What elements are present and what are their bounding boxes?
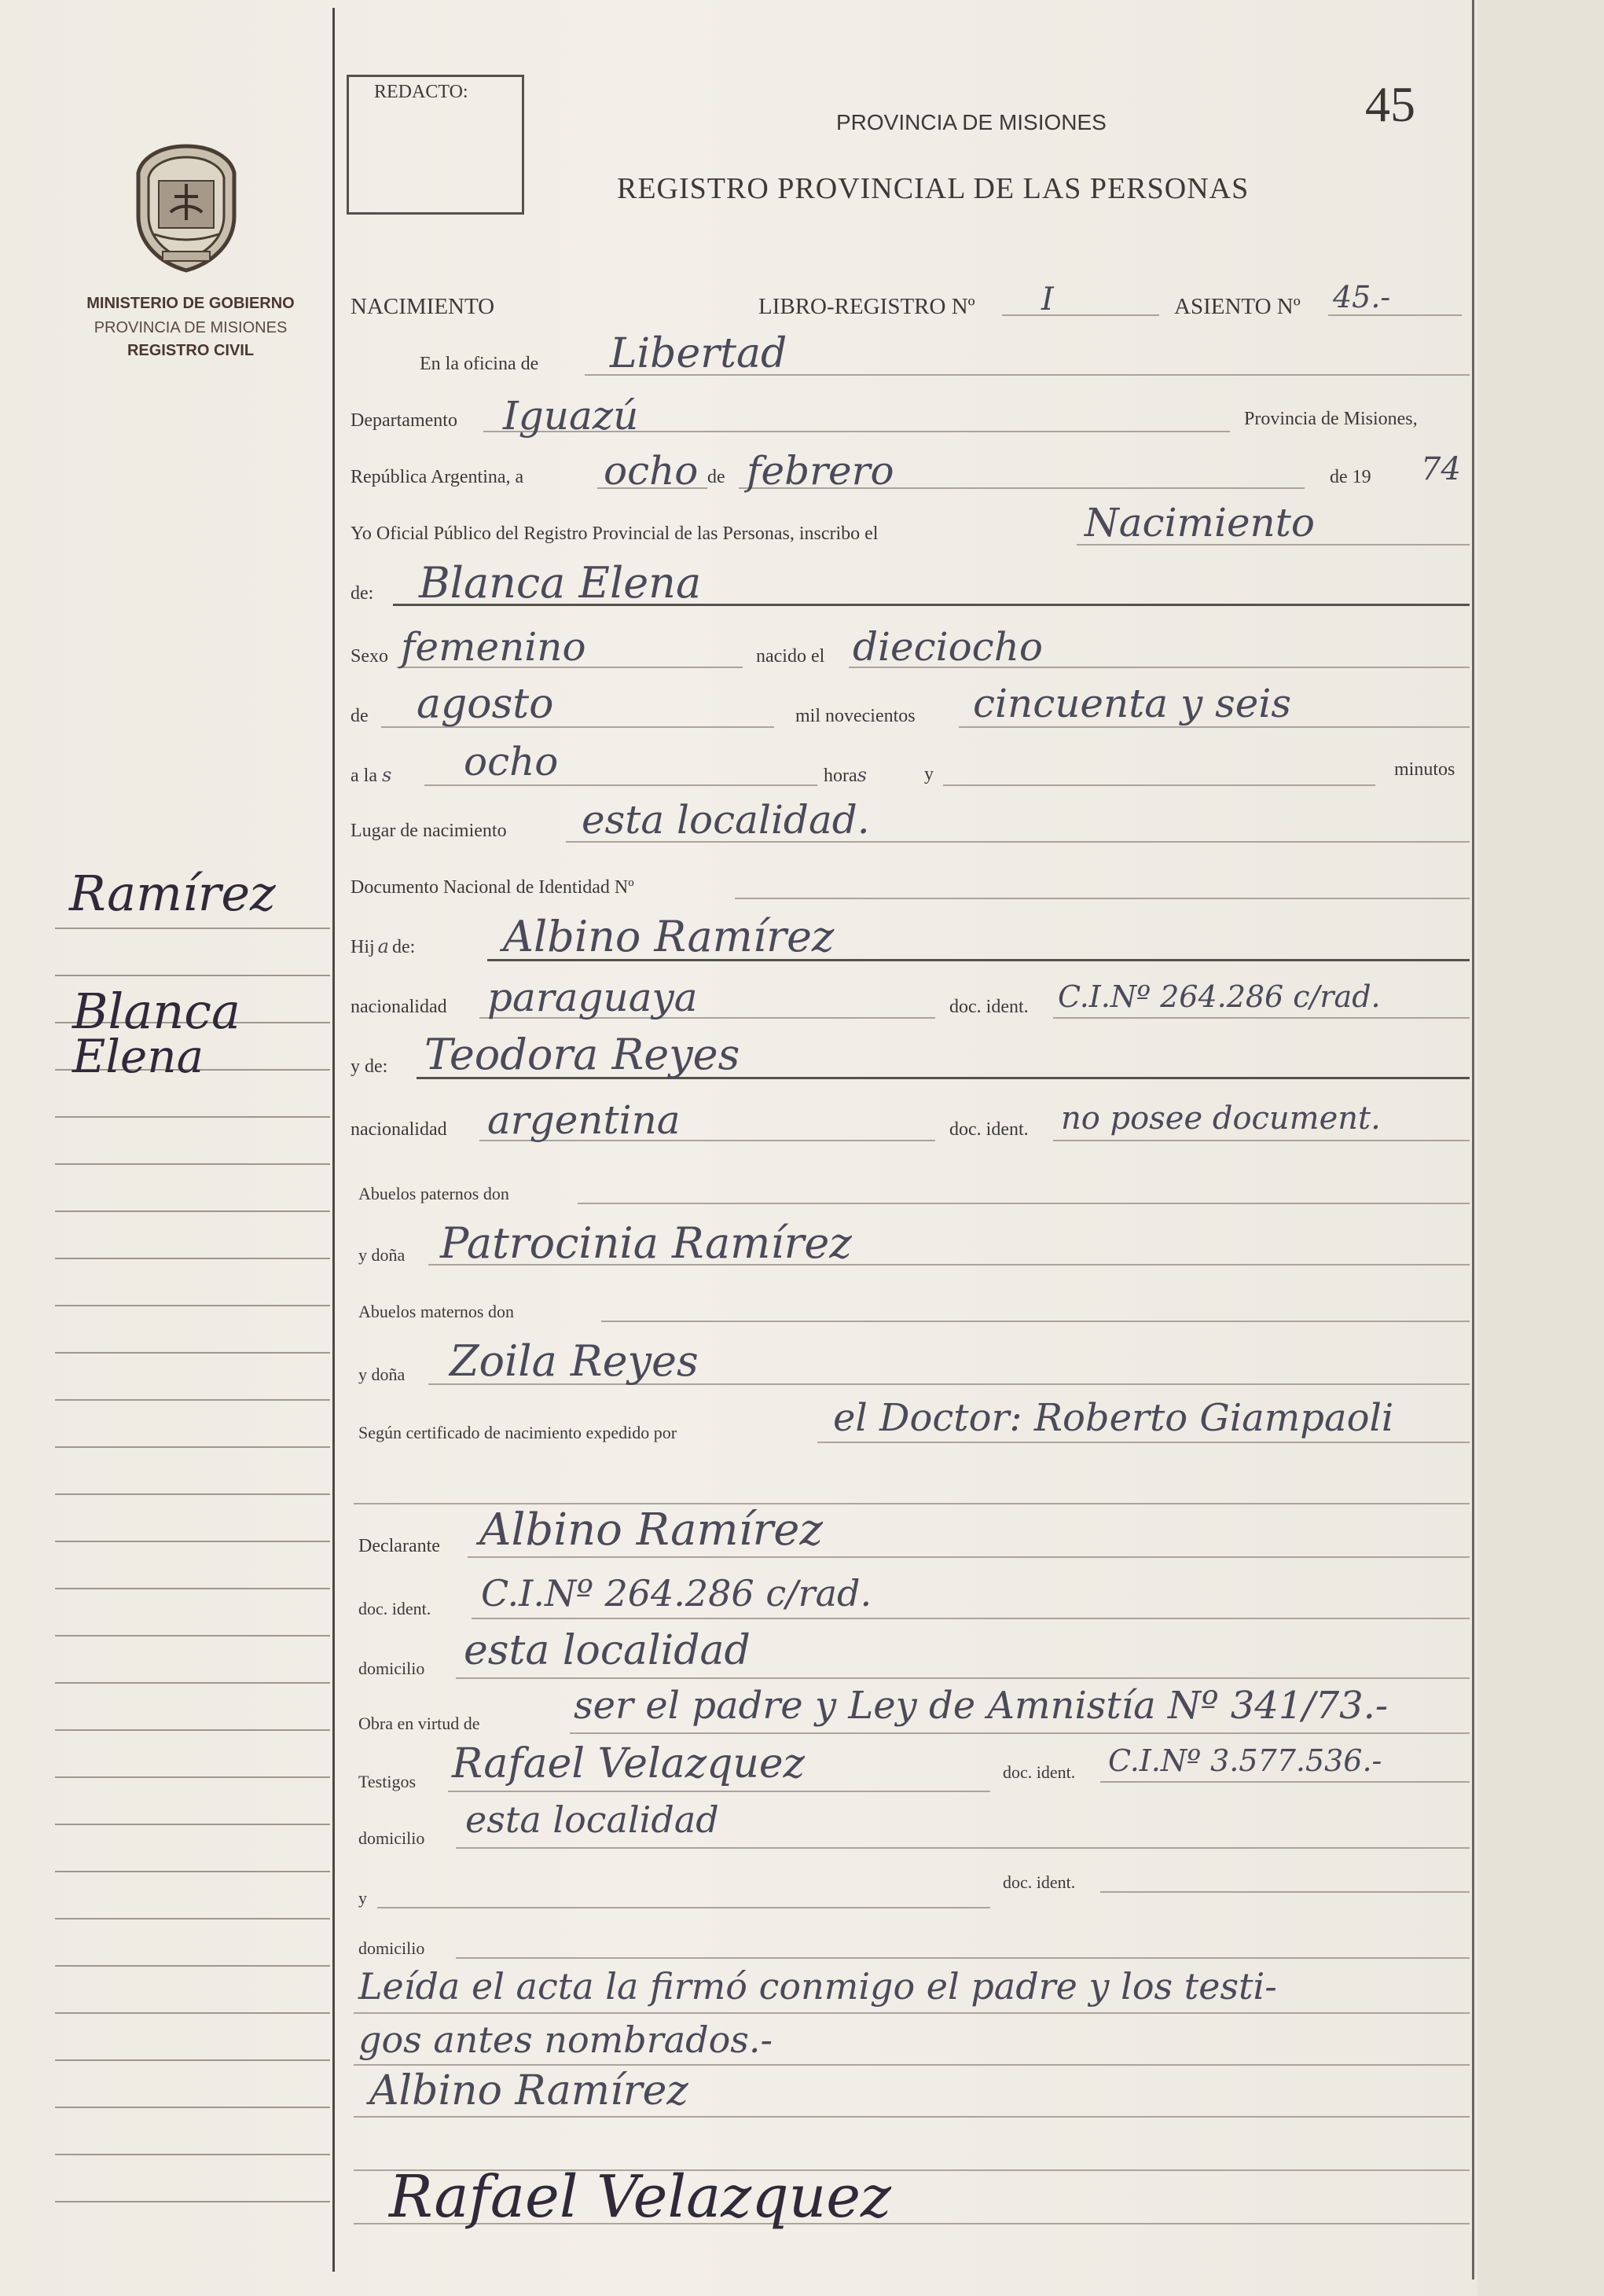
ab-mat-label: Abuelos maternos don — [358, 1302, 514, 1321]
y-label: y — [924, 764, 934, 784]
oficial-text: Yo Oficial Público del Registro Provincial de las Personas, inscribo el — [351, 523, 879, 544]
inscribo-value: Nacimiento — [1085, 500, 1315, 546]
decl-doc-rule — [472, 1618, 1470, 1619]
doc1-label: doc. ident. — [949, 997, 1029, 1017]
documento-rule — [735, 898, 1470, 899]
firma2-signature: Rafael Velazquez — [389, 2163, 892, 2231]
horas-suffix: s — [857, 764, 867, 786]
departamento-value: Iguazú — [503, 393, 639, 439]
ministry-block — [59, 295, 322, 360]
domicilio1-label: domicilio — [358, 1659, 425, 1678]
nac1-value: paraguaya — [487, 975, 698, 1020]
testigo1-rule — [448, 1791, 990, 1792]
ala-label — [351, 764, 391, 787]
asiento-rule — [1328, 314, 1462, 316]
lugar-value: esta localidad. — [582, 797, 870, 843]
anio-nac-value: cincuenta y seis — [973, 681, 1292, 726]
horas-label — [824, 764, 867, 787]
ab-pat-dona-value: Patrocinia Ramírez — [440, 1218, 852, 1268]
y3-rule — [377, 1907, 990, 1908]
registro-title: REGISTRO PROVINCIAL DE LAS PERSONAS — [617, 172, 1250, 205]
horas-text: hora — [824, 766, 857, 786]
nac2-label: nacionalidad — [351, 1119, 447, 1140]
ministry-line1: MINISTERIO DE GOBIERNO — [86, 295, 295, 312]
oficina-label: En la oficina de — [420, 354, 539, 374]
domicilio1-rule — [456, 1677, 1470, 1679]
redacto-label: REDACTO: — [374, 82, 468, 102]
mes-nac-value: agosto — [417, 681, 554, 728]
page-edge-shadow — [1477, 0, 1604, 2296]
segun-value: el Doctor: Roberto Giampaoli — [833, 1396, 1394, 1440]
provincia-suffix: Provincia de Misiones, — [1244, 409, 1418, 429]
nac1-label: nacionalidad — [351, 997, 447, 1017]
ab-mat-dona-value: Zoila Reyes — [450, 1336, 699, 1386]
doc2-label: doc. ident. — [949, 1119, 1029, 1140]
hijo-de: de: — [391, 937, 416, 957]
madre-value: Teodora Reyes — [424, 1030, 740, 1079]
libro-label: LIBRO-REGISTRO Nº — [758, 294, 975, 319]
testigos-label: Testigos — [358, 1772, 417, 1791]
declarante-value: Albino Ramírez — [479, 1504, 823, 1556]
left-margin-line — [332, 8, 335, 2272]
firma1-signature: Albino Ramírez — [369, 2067, 688, 2114]
ministry-line2: PROVINCIA DE MISIONES — [94, 319, 288, 336]
doc1-value: C.I.Nº 264.286 c/rad. — [1058, 979, 1381, 1014]
nacido-value: dieciocho — [853, 624, 1043, 670]
anio-label: de 19 — [1330, 467, 1371, 487]
domicilio3-rule — [456, 1957, 1470, 1959]
test-doc-value: C.I.Nº 3.577.536.- — [1108, 1743, 1382, 1778]
minutos-rule — [943, 784, 1375, 786]
dia-value: ocho — [604, 448, 699, 494]
sexo-value: femenino — [401, 624, 586, 670]
segun-rule — [817, 1442, 1470, 1443]
y3-label: y — [358, 1888, 367, 1908]
lugar-label: Lugar de nacimiento — [351, 821, 507, 841]
domicilio2-rule — [456, 1847, 1470, 1849]
closing-rule-2 — [354, 2064, 1470, 2066]
decl-doc-value: C.I.Nº 264.286 c/rad. — [481, 1572, 872, 1615]
margin-given2: Elena — [72, 1030, 204, 1083]
decl-doc-label: doc. ident. — [358, 1599, 431, 1618]
yde-label: y de: — [351, 1056, 388, 1077]
anio-nac-rule — [959, 726, 1470, 728]
ala-text: a la — [351, 766, 377, 786]
domicilio2-label: domicilio — [358, 1828, 425, 1848]
declarante-label: Declarante — [358, 1536, 440, 1556]
hijo-text: Hij — [351, 937, 375, 957]
leida-line1: Leída el acta la firmó conmigo el padre y los testi- — [358, 1965, 1277, 2008]
leida-line2: gos antes nombrados.- — [358, 2019, 773, 2061]
page-number: 45 — [1365, 76, 1415, 132]
padre-value: Albino Ramírez — [503, 912, 835, 961]
segun-label: Según certificado de nacimiento expedido por — [358, 1423, 677, 1442]
anio-value: 74 — [1421, 451, 1461, 487]
minutos-label: minutos — [1394, 759, 1455, 780]
doc2-rule — [1053, 1140, 1470, 1141]
domicilio2-value: esta localidad — [465, 1798, 719, 1841]
hora-value: ocho — [464, 739, 559, 784]
documento-label: Documento Nacional de Identidad Nº — [351, 877, 634, 898]
obra-value: ser el padre y Ley de Amnistía Nº 341/73.- — [574, 1684, 1389, 1728]
de2-label: de — [351, 706, 369, 726]
hijo-label — [351, 935, 415, 958]
domicilio3-label: domicilio — [358, 1938, 425, 1958]
right-margin-line — [1472, 0, 1474, 2279]
ydona2-label: y doña — [358, 1365, 406, 1384]
de-colon-label: de: — [351, 583, 374, 604]
ab-pat-label: Abuelos paternos don — [358, 1184, 509, 1203]
departamento-label: Departamento — [351, 410, 457, 431]
testigo1-value: Rafael Velazquez — [452, 1740, 806, 1787]
provincia-title: PROVINCIA DE MISIONES — [836, 110, 1107, 134]
asiento-value: 45.- — [1333, 280, 1391, 314]
test-doc-label: doc. ident. — [1003, 1762, 1076, 1782]
ala-suffix: s — [381, 764, 392, 786]
closing-rule-3 — [354, 2116, 1470, 2118]
republica-label: República Argentina, a — [351, 467, 524, 487]
margin-surname: Ramírez — [69, 865, 276, 922]
obra-rule — [570, 1732, 1470, 1734]
obra-label: Obra en virtud de — [358, 1714, 480, 1733]
oficina-value: Libertad — [610, 330, 787, 377]
test-doc-rule — [1100, 1781, 1470, 1783]
asiento-label: ASIENTO Nº — [1174, 294, 1301, 319]
domicilio1-value: esta localidad — [464, 1627, 751, 1674]
margin-given1: Blanca — [72, 983, 240, 1040]
declarante-rule — [468, 1556, 1470, 1558]
libro-rule — [1002, 314, 1159, 316]
ministry-line3: REGISTRO CIVIL — [127, 342, 255, 359]
doc3-rule — [1100, 1891, 1470, 1893]
mil-label: mil novecientos — [795, 706, 916, 726]
ydona1-label: y doña — [358, 1245, 406, 1265]
nacido-label: nacido el — [756, 646, 825, 667]
hora-rule — [424, 784, 817, 786]
hijo-suffix: a — [377, 935, 389, 957]
closing-rule-1 — [354, 2012, 1470, 2014]
doc2-value: no posee document. — [1061, 1100, 1381, 1137]
nombre-value: Blanca Elena — [419, 558, 702, 608]
doc3-label: doc. ident. — [1003, 1872, 1076, 1892]
mes-value: febrero — [747, 448, 894, 494]
libro-value: I — [1041, 281, 1054, 318]
doc1-rule — [1053, 1017, 1470, 1019]
sexo-label: Sexo — [351, 646, 388, 667]
nacimiento-label: NACIMIENTO — [351, 294, 495, 319]
de-label: de — [707, 467, 725, 487]
provincial-seal-icon — [127, 141, 245, 275]
nac2-value: argentina — [487, 1097, 681, 1143]
ab-mat-rule — [601, 1321, 1470, 1322]
ab-pat-rule — [578, 1203, 1470, 1204]
